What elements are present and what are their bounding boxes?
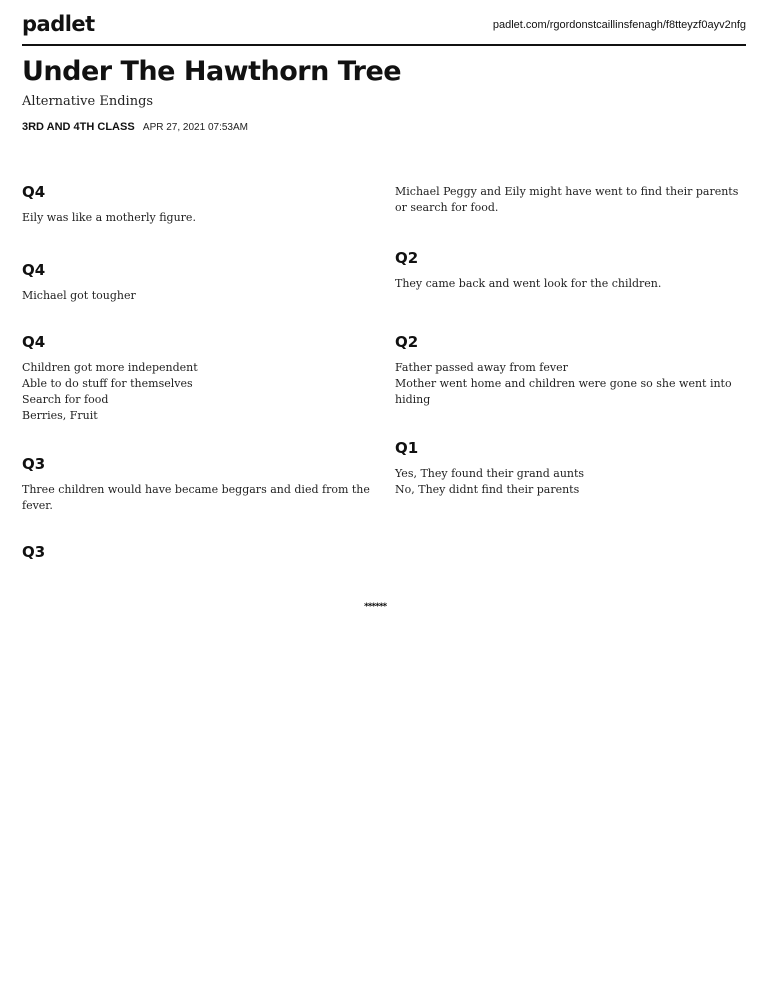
post-title: Q3 <box>22 543 46 561</box>
board-author: 3RD AND 4TH CLASS <box>22 121 135 133</box>
post-card[interactable] <box>22 180 372 226</box>
post-body: Yes, They found their grand aunts No, They didnt find their parents <box>395 467 585 496</box>
post-body: Michael got tougher <box>22 289 136 302</box>
post-body: Three children would have became beggars and died from the fever. <box>22 483 370 512</box>
post-card[interactable] <box>22 330 372 424</box>
post-card[interactable] <box>395 246 745 292</box>
right-column <box>395 184 745 526</box>
post-title: Q2 <box>395 333 419 351</box>
post-title: Q1 <box>395 439 419 457</box>
post-title: Q4 <box>22 261 46 279</box>
board-meta <box>22 121 248 133</box>
post-title: Q4 <box>22 333 46 351</box>
post-body: They came back and went look for the children. <box>395 277 662 290</box>
post-body: Michael Peggy and Eily might have went to find their parents or search for food. <box>395 185 739 214</box>
post-card[interactable] <box>22 452 372 514</box>
post-title: Q3 <box>22 455 46 473</box>
page-separator: ****** <box>364 602 387 612</box>
post-card[interactable] <box>395 330 745 408</box>
post-body: Children got more independent Able to do stuff for themselves Search for food Berries, Fruit <box>22 361 198 422</box>
post-card[interactable] <box>22 258 372 304</box>
post-body: Eily was like a motherly figure. <box>22 211 196 224</box>
post-body: Father passed away from fever Mother went home and children were gone so she went into hiding <box>395 361 732 406</box>
top-bar <box>22 10 746 46</box>
post-card[interactable] <box>395 436 745 498</box>
padlet-logo[interactable]: padlet <box>22 12 95 36</box>
left-column <box>22 180 372 592</box>
board-title: Under The Hawthorn Tree <box>22 56 402 87</box>
post-title: Q2 <box>395 249 419 267</box>
post-title: Q4 <box>22 183 46 201</box>
post-card[interactable] <box>22 540 372 564</box>
post-card[interactable] <box>395 184 745 216</box>
board-date: APR 27, 2021 07:53AM <box>142 122 248 133</box>
board-subtitle: Alternative Endings <box>22 94 154 109</box>
page-url[interactable]: padlet.com/rgordonstcaillinsfenagh/f8tteyzf0ayv2nfg <box>492 19 746 31</box>
